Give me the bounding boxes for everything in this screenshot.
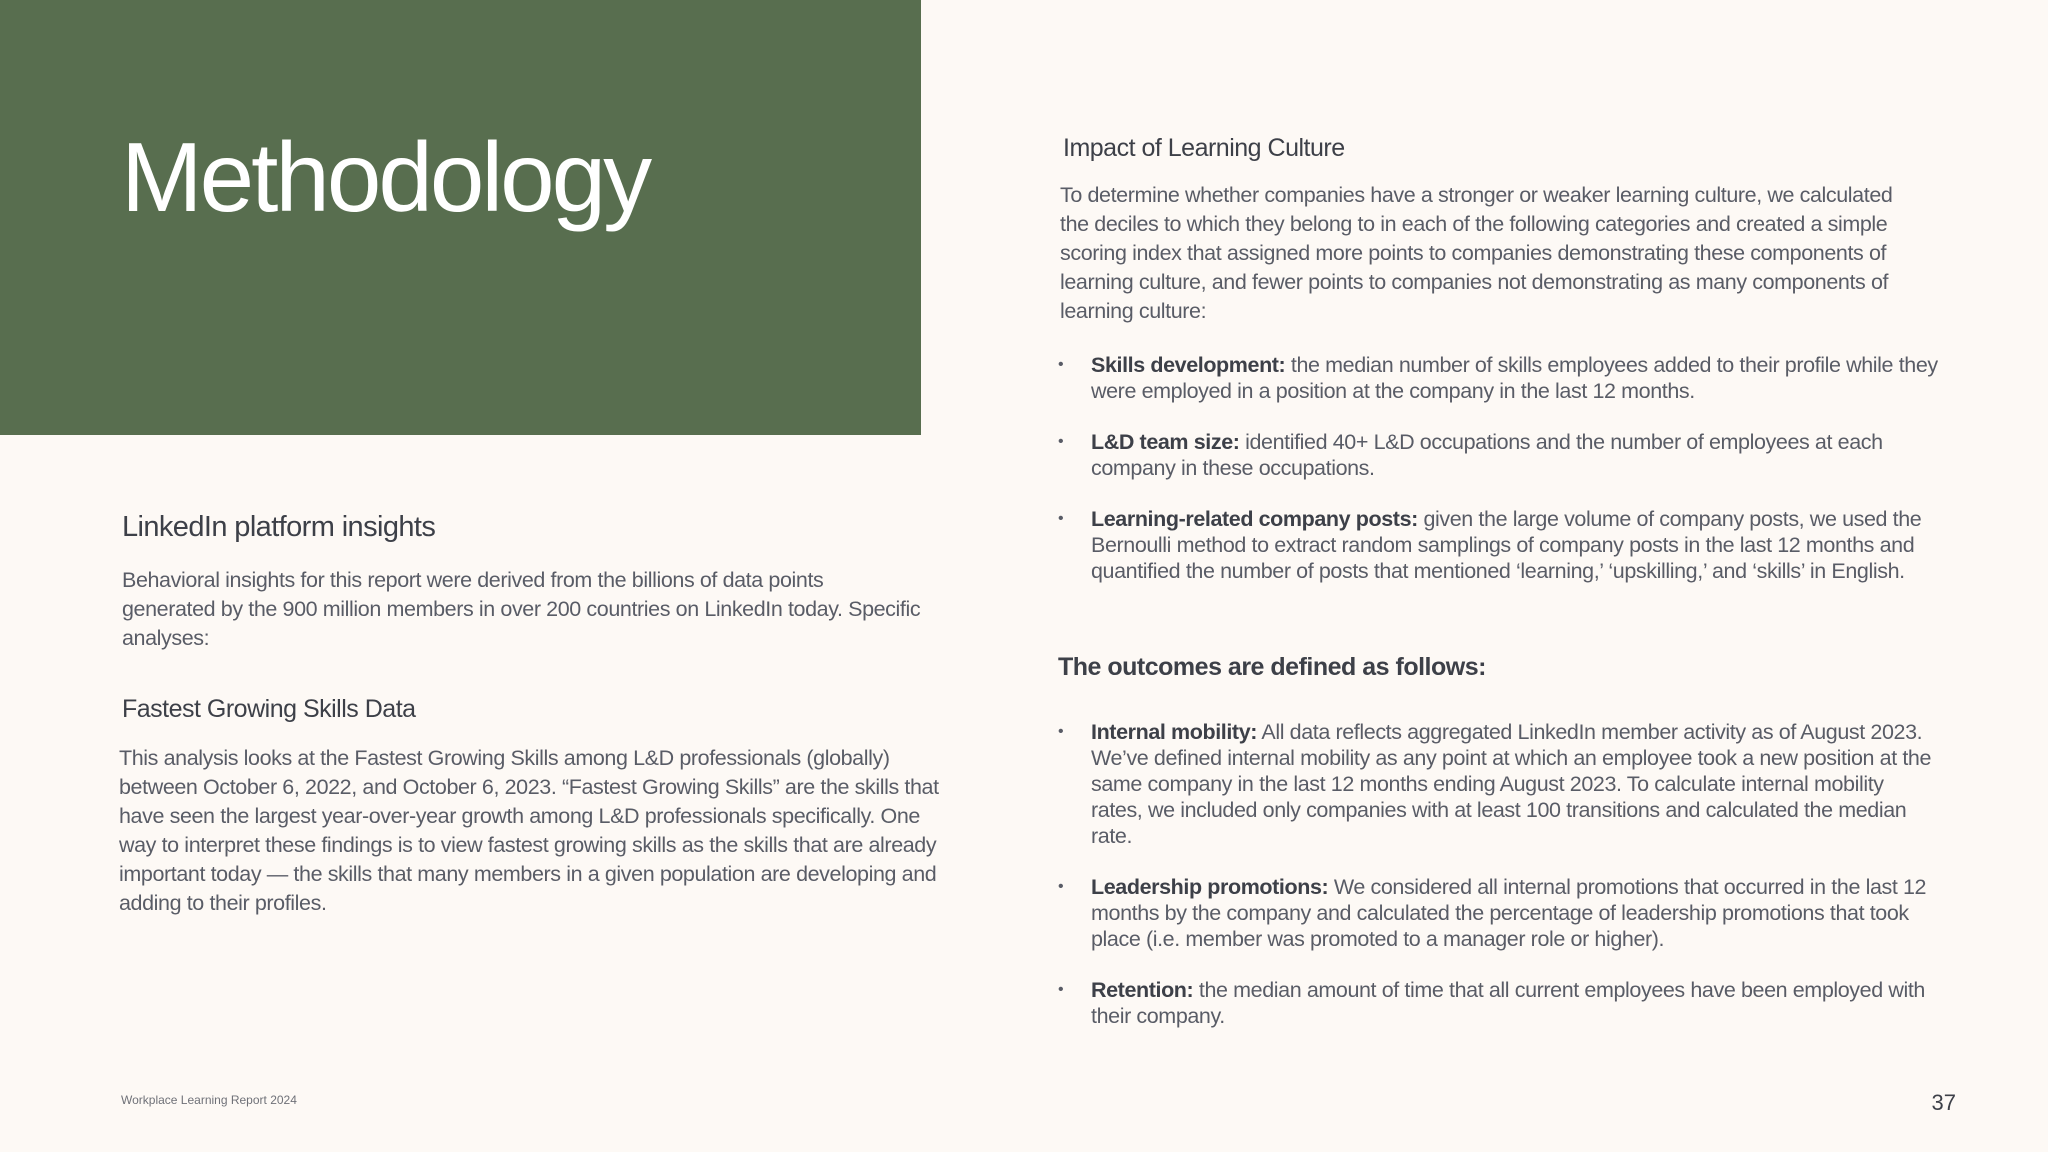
bullet-icon: • [1058, 878, 1064, 895]
list-item [1058, 977, 1938, 1029]
fastest-growing-skills-paragraph: This analysis looks at the Fastest Growing Skills among L&D professionals (globally) between October 6, 2022, and October 6, 2023. “Fastest Growing Skills” are the skills that have seen the largest year-over-year growth among L&D professionals specifically. One way to interpret these findings is to view fastest growing skills as the skills that are already important today — the skills that many members in a given population are developing and adding to their profiles. [119, 746, 939, 915]
list-item [1058, 429, 1938, 481]
bullet-icon: • [1058, 981, 1064, 998]
outcomes-list [1058, 719, 1938, 1054]
section-title-fastest-growing-skills: Fastest Growing Skills Data [122, 695, 416, 723]
hero-block [0, 0, 921, 435]
bullet-text: the median amount of time that all current employees have been employed with their company. [1091, 978, 1925, 1028]
list-item [1058, 352, 1938, 404]
bullet-icon: • [1058, 433, 1064, 450]
bullet-icon: • [1058, 723, 1064, 740]
bullet-icon: • [1058, 356, 1064, 373]
list-item [1058, 719, 1938, 849]
page-title: Methodology [121, 122, 650, 232]
bullet-term: Leadership promotions: [1091, 875, 1329, 899]
footer-report-title: Workplace Learning Report 2024 [121, 1093, 297, 1107]
platform-insights-paragraph: Behavioral insights for this report were derived from the billions of data points generated by the 900 million members in over 200 countries on LinkedIn today. Specific analyses: [122, 568, 921, 650]
page-number: 37 [1931, 1090, 1956, 1115]
bullet-term: Skills development: [1091, 353, 1286, 377]
list-item [1058, 506, 1938, 584]
impact-learning-culture-paragraph: To determine whether companies have a stronger or weaker learning culture, we calculated the deciles to which they belong to in each of the following categories and created a simple scoring index that assigned more points to companies demonstrating these components of learning culture, and fewer points to companies not demonstrating as many components of learning culture: [1060, 183, 1893, 323]
list-item [1058, 874, 1938, 952]
bullet-term: Retention: [1091, 978, 1194, 1002]
bullet-text: given the large volume of company posts, we used the Bernoulli method to extract random samplings of company posts in the last 12 months and quantified the number of posts that mentioned ‘learning,’ ‘upskilling,’ and ‘skills’ in English. [1091, 507, 1922, 583]
bullet-text: All data reflects aggregated LinkedIn member activity as of August 2023. We’ve defined internal mobility as any point at which an employee took a new position at the same company in the last 12 months ending August 2023. To calculate internal mobility rates, we included only companies with at least 100 transitions and calculated the median rate. [1091, 720, 1932, 848]
section-title-impact-learning-culture: Impact of Learning Culture [1063, 134, 1345, 162]
section-title-platform-insights: LinkedIn platform insights [122, 511, 436, 543]
bullet-term: L&D team size: [1091, 430, 1240, 454]
bullet-text: the median number of skills employees added to their profile while they were employed in a position at the company in the last 12 months. [1091, 353, 1938, 403]
learning-culture-components-list [1058, 352, 1938, 609]
bullet-icon: • [1058, 510, 1064, 527]
bullet-text: We considered all internal promotions that occurred in the last 12 months by the company and calculated the percentage of leadership promotions that took place (i.e. member was promoted to a manager role or higher). [1091, 875, 1927, 951]
section-title-outcomes: The outcomes are defined as follows: [1058, 653, 1486, 681]
bullet-term: Learning-related company posts: [1091, 507, 1418, 531]
bullet-text: identified 40+ L&D occupations and the number of employees at each company in these occupations. [1091, 430, 1883, 480]
bullet-term: Internal mobility: [1091, 720, 1258, 744]
